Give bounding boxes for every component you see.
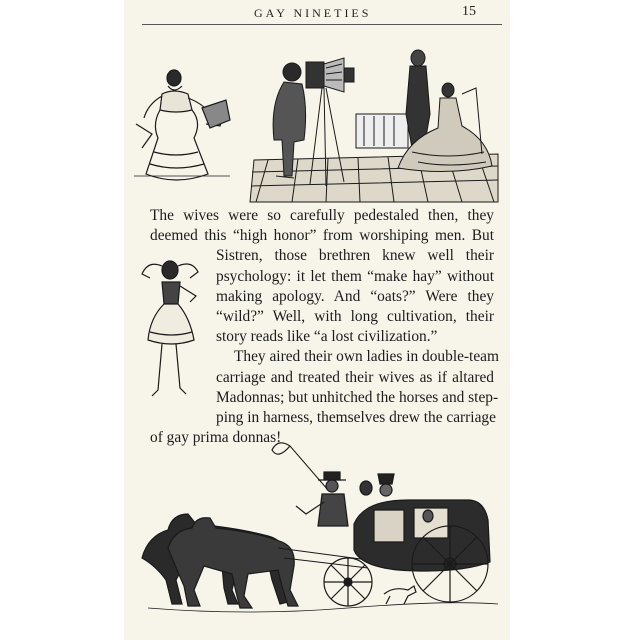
- text-line: Madonnas; but unhitched the horses and step-: [216, 388, 499, 406]
- header-rule: [142, 24, 502, 25]
- text-line: of gay prima donnas!: [150, 429, 282, 447]
- paragraph-2-indented: [216, 347, 499, 428]
- text-line: They aired their own ladies in double-team: [234, 348, 499, 366]
- text-line: psychology: it let them “make hay” without: [216, 267, 494, 285]
- dancing-woman-engraving: [134, 256, 208, 402]
- text-line: story reads like “a lost civilization.”: [216, 328, 438, 346]
- page-header: [124, 0, 510, 24]
- text-line: carriage and treated their wives as if altared: [216, 368, 494, 386]
- running-title: GAY NINETIES: [254, 6, 372, 20]
- page-number: 15: [462, 4, 476, 19]
- book-page: [124, 0, 510, 640]
- text-line: The wives were so carefully pedestaled then, they: [150, 207, 494, 224]
- horse-drawn-carriage-engraving: [128, 440, 508, 630]
- photographer-with-camera-engraving: [248, 44, 506, 204]
- text-line: ping in harness, themselves drew the carriage: [216, 408, 496, 426]
- paragraph-1-indented: [216, 246, 494, 347]
- text-line: Sistren, those brethren knew well their: [216, 247, 494, 265]
- paragraph-1-full: [150, 206, 494, 246]
- seated-woman-engraving: [132, 64, 232, 194]
- text-line: “wild?” Well, with long cultivation, their: [216, 307, 494, 325]
- text-line: making apology. And “oats?” Were they: [216, 287, 494, 305]
- text-line: deemed this “high honor” from worshiping men. But: [150, 227, 494, 245]
